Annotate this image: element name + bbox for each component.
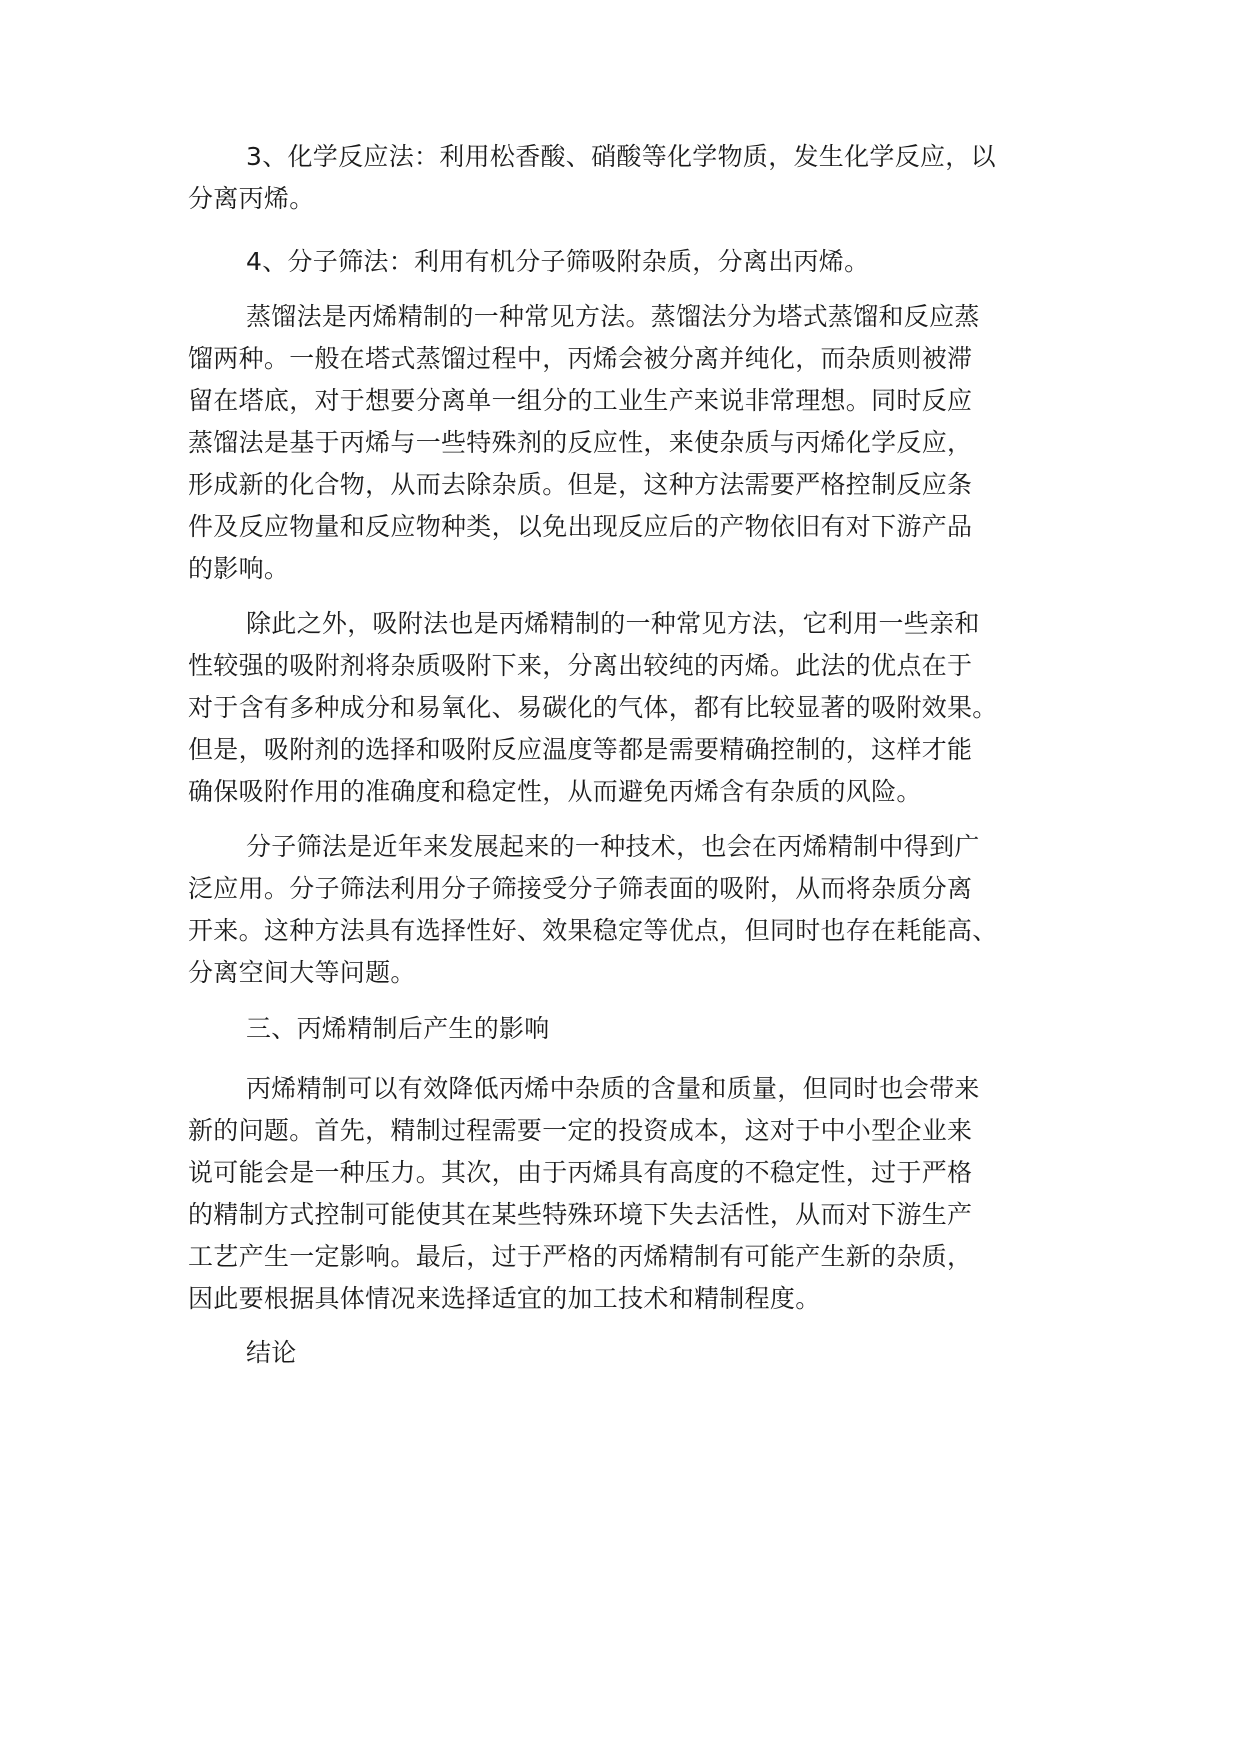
paragraph-line: 3、化学反应法：利用松香酸、硝酸等化学物质，发生化学反应，以 [246, 142, 996, 171]
paragraph-adsorption [188, 603, 1088, 813]
paragraph-line: 丙烯精制可以有效降低丙烯中杂质的含量和质量，但同时也会带来 [246, 1074, 980, 1103]
paragraph-chemical-reaction-method [188, 136, 1088, 220]
paragraph-impact [188, 1068, 1088, 1320]
paragraph-line: 说可能会是一种压力。其次，由于丙烯具有高度的不稳定性，过于严格 [188, 1158, 973, 1187]
paragraph-line: 新的问题。首先，精制过程需要一定的投资成本，这对于中小型企业来 [188, 1116, 973, 1145]
paragraph-line: 馏两种。一般在塔式蒸馏过程中，丙烯会被分离并纯化，而杂质则被滞 [188, 344, 973, 373]
paragraph-line: 泛应用。分子筛法利用分子筛接受分子筛表面的吸附，从而将杂质分离 [188, 874, 973, 903]
paragraph-line: 工艺产生一定影响。最后，过于严格的丙烯精制有可能产生新的杂质， [188, 1242, 973, 1271]
paragraph-distillation [188, 296, 1088, 590]
paragraph-line: 性较强的吸附剂将杂质吸附下来，分离出较纯的丙烯。此法的优点在于 [188, 651, 973, 680]
paragraph-line: 但是，吸附剂的选择和吸附反应温度等都是需要精确控制的，这样才能 [188, 735, 973, 764]
paragraph-line: 蒸馏法是基于丙烯与一些特殊剂的反应性，来使杂质与丙烯化学反应， [188, 428, 973, 457]
paragraph-molecular-sieve [188, 826, 1088, 994]
paragraph-line: 4、分子筛法：利用有机分子筛吸附杂质，分离出丙烯。 [246, 247, 870, 276]
paragraph-line: 分子筛法是近年来发展起来的一种技术，也会在丙烯精制中得到广 [246, 832, 980, 861]
section-heading: 结论 [246, 1338, 297, 1367]
paragraph-molecular-sieve-method [188, 241, 1088, 283]
paragraph-line: 留在塔底，对于想要分离单一组分的工业生产来说非常理想。同时反应 [188, 386, 973, 415]
paragraph-line: 分离空间大等问题。 [188, 958, 416, 987]
paragraph-line: 蒸馏法是丙烯精制的一种常见方法。蒸馏法分为塔式蒸馏和反应蒸 [246, 302, 980, 331]
paragraph-line: 确保吸附作用的准确度和稳定性，从而避免丙烯含有杂质的风险。 [188, 777, 922, 806]
paragraph-line: 的影响。 [188, 554, 290, 583]
section-heading-impact [188, 1008, 1088, 1050]
section-heading: 三、丙烯精制后产生的影响 [246, 1014, 550, 1043]
paragraph-line: 分离丙烯。 [188, 184, 315, 213]
paragraph-line: 形成新的化合物，从而去除杂质。但是，这种方法需要严格控制反应条 [188, 470, 973, 499]
paragraph-line: 对于含有多种成分和易氧化、易碳化的气体，都有比较显著的吸附效果。 [188, 693, 998, 722]
paragraph-line: 开来。这种方法具有选择性好、效果稳定等优点，但同时也存在耗能高、 [188, 916, 998, 945]
section-heading-conclusion [188, 1332, 1088, 1374]
paragraph-line: 除此之外，吸附法也是丙烯精制的一种常见方法，它利用一些亲和 [246, 609, 980, 638]
paragraph-line: 件及反应物量和反应物种类，以免出现反应后的产物依旧有对下游产品 [188, 512, 973, 541]
paragraph-line: 的精制方式控制可能使其在某些特殊环境下失去活性，从而对下游生产 [188, 1200, 973, 1229]
paragraph-line: 因此要根据具体情况来选择适宜的加工技术和精制程度。 [188, 1284, 821, 1313]
